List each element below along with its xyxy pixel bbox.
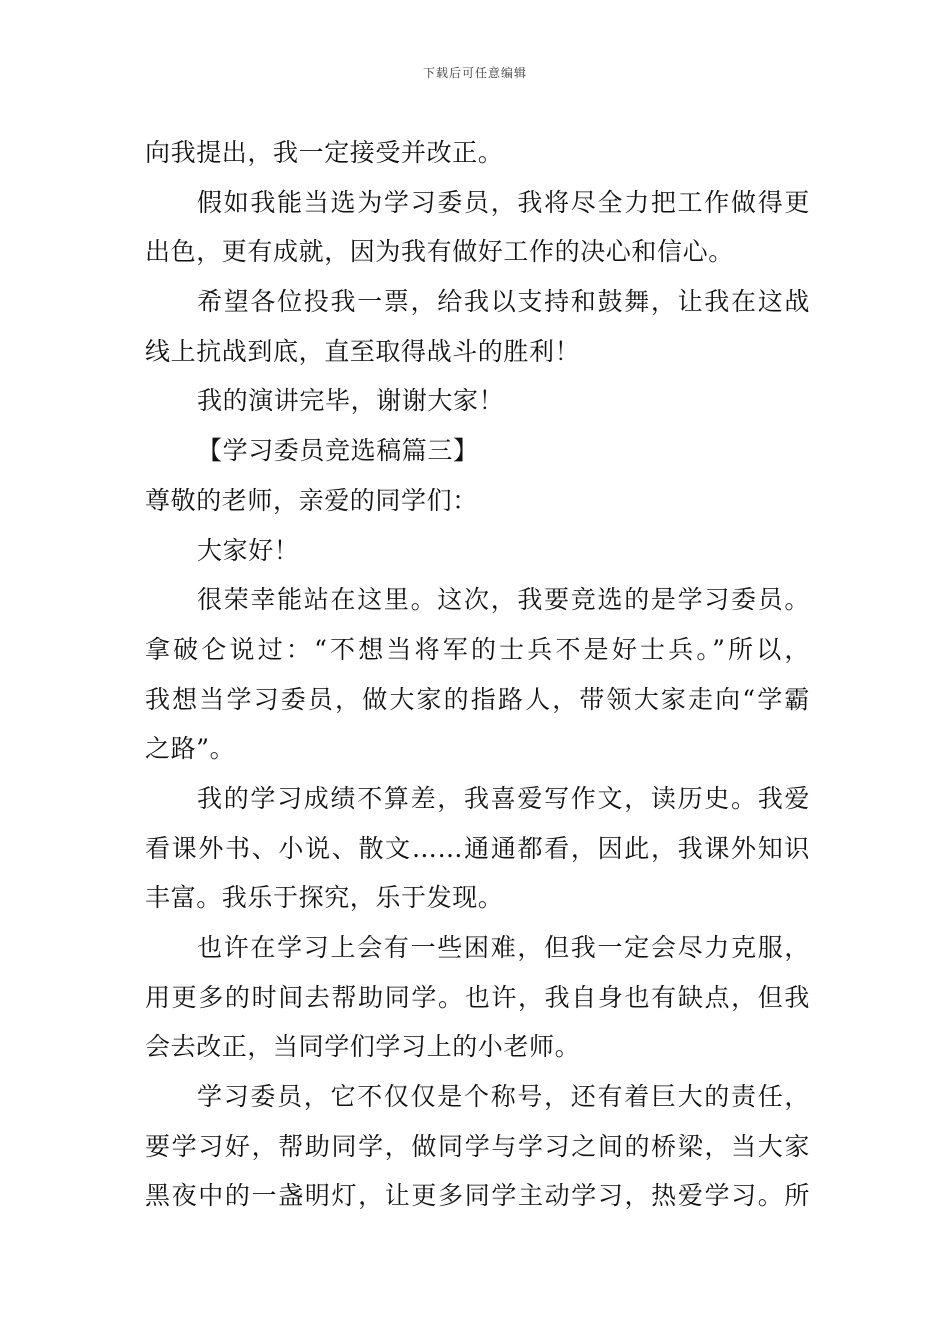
- text-line: 看课外书、小说、散文……通通都看，因此，我课外知识: [145, 833, 810, 863]
- text-line: 出色，更有成就，因为我有做好工作的决心和信心。: [145, 237, 734, 267]
- text-line: 会去改正，当同学们学习上的小老师。: [145, 1032, 581, 1062]
- text-line: 用更多的时间去帮助同学。也许，我自身也有缺点，但我: [145, 982, 810, 1012]
- text-line: 很荣幸能站在这里。这次，我要竞选的是学习委员。: [197, 585, 810, 615]
- text-line: 尊敬的老师，亲爱的同学们：: [145, 485, 478, 515]
- text-line: 我的演讲完毕，谢谢大家！: [197, 386, 505, 416]
- page-header: 下载后可任意编辑: [422, 66, 527, 80]
- text-line: 大家好！: [197, 535, 300, 565]
- text-line: 黑夜中的一盏明灯，让更多同学主动学习，热爱学习。所: [145, 1181, 810, 1211]
- text-line: 【学习委员竞选稿篇三】: [197, 436, 479, 466]
- text-line: 假如我能当选为学习委员，我将尽全力把工作做得更: [197, 187, 810, 217]
- text-line: 也许在学习上会有一些困难，但我一定会尽力克服，: [197, 933, 810, 962]
- text-line: 线上抗战到底，直至取得战斗的胜利！: [145, 336, 581, 366]
- text-line: 之路”。: [145, 734, 236, 764]
- text-line: 学习委员，它不仅仅是个称号，还有着巨大的责任，: [197, 1082, 810, 1112]
- text-line: 我想当学习委员，做大家的指路人，带领大家走向“学霸: [145, 684, 810, 714]
- text-line: 我的学习成绩不算差，我喜爱写作文，读历史。我爱: [197, 783, 810, 813]
- text-line: 丰富。我乐于探究，乐于发现。: [145, 883, 504, 913]
- text-line: 希望各位投我一票，给我以支持和鼓舞，让我在这战: [197, 287, 810, 317]
- text-line: 要学习好，帮助同学，做同学与学习之间的桥梁，当大家: [145, 1131, 810, 1161]
- document-body: [145, 128, 810, 1221]
- text-line: 向我提出，我一定接受并改正。: [145, 138, 504, 167]
- text-line: 拿破仑说过：“不想当将军的士兵不是好士兵。”所以，: [145, 634, 810, 664]
